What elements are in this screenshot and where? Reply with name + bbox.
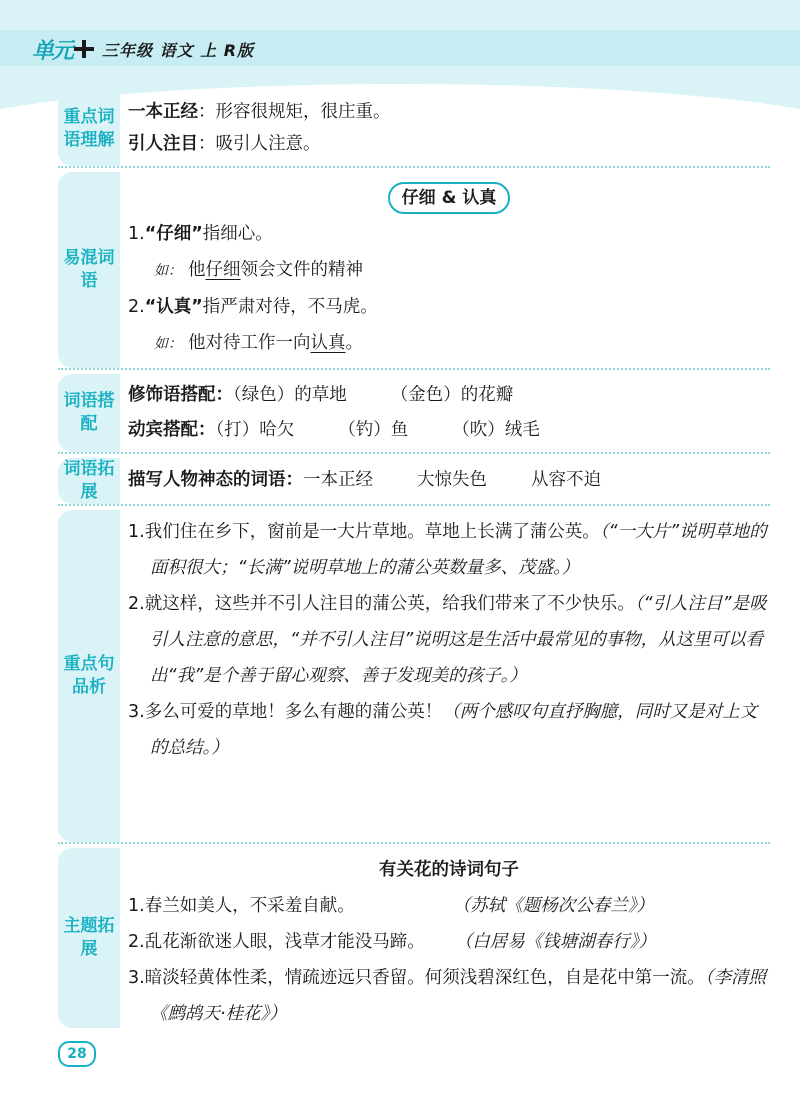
confusable-item: 1.“仔细”指细心。 bbox=[128, 224, 273, 244]
expansion-row: 描写人物神态的词语：一本正经 大惊失色 从容不迫 bbox=[128, 470, 601, 490]
section-theme-expansion bbox=[58, 848, 770, 1028]
sentence-item: 2.就这样，这些并不引人注目的蒲公英，给我们带来了不少快乐。（“引人注目”是吸引人注意的意思，“并不引人注目”说明这是生活中最常见的事物，从这里可以看出“我”是个善于留心观察、善于发现美的孩子。） bbox=[128, 594, 767, 686]
section-key-sentences bbox=[58, 510, 770, 844]
collocation-row: 动宾搭配：（打）哈欠 （钓）鱼 （吹）绒毛 bbox=[128, 420, 540, 440]
section-confusable-words bbox=[58, 172, 770, 370]
section-collocation bbox=[58, 374, 770, 454]
theme-content bbox=[128, 852, 770, 1032]
section-tag: 重点句品析 bbox=[58, 510, 120, 842]
confusable-item: 2.“认真”指严肃对待，不马虎。 bbox=[128, 297, 378, 317]
section-tag: 词语拓展 bbox=[58, 458, 120, 504]
poem-item: 1.春兰如美人，不采羞自献。 （苏轼《题杨次公春兰》） bbox=[128, 896, 654, 916]
section-key-vocabulary bbox=[58, 92, 770, 168]
section-tag: 易混词语 bbox=[58, 172, 120, 368]
sentence-item: 3.多么可爱的草地！多么有趣的蒲公英！（两个感叹句直抒胸臆，同时又是对上文的总结。） bbox=[128, 702, 758, 758]
section-word-expansion bbox=[58, 458, 770, 506]
vocab-item: 一本正经：形容很规矩，很庄重。 bbox=[128, 102, 391, 122]
collocation-row: 修饰语搭配：（绿色）的草地 （金色）的花瓣 bbox=[128, 385, 514, 405]
confusable-title: 仔细 & 认真 bbox=[388, 182, 511, 214]
section-tag: 主题拓展 bbox=[58, 848, 120, 1028]
expansion-content bbox=[128, 464, 770, 496]
section-tag: 词语搭配 bbox=[58, 374, 120, 452]
confusable-example: 如： 他对待工作一向认真。 bbox=[154, 333, 363, 353]
header-subject: 三年级 语文 上 R版 bbox=[102, 40, 255, 60]
page-number: 28 bbox=[58, 1041, 96, 1067]
section-tag: 重点词语理解 bbox=[58, 92, 120, 166]
collocation-content bbox=[128, 378, 770, 448]
plus-icon bbox=[74, 40, 94, 58]
sentence-item: 1.我们住在乡下，窗前是一大片草地。草地上长满了蒲公英。（“一大片”说明草地的面积很大；“长满”说明草地上的蒲公英数量多、茂盛。） bbox=[128, 522, 767, 578]
poem-item: 3.暗淡轻黄体性柔，情疏迹远只香留。何须浅碧深红色，自是花中第一流。（李清照《鹧鸪天·桂花》） bbox=[128, 968, 766, 1024]
confusable-example: 如： 他仔细领会文件的精神 bbox=[154, 260, 363, 280]
poem-item: 2.乱花渐欲迷人眼，浅草才能没马蹄。 （白居易《钱塘湖春行》） bbox=[128, 932, 656, 952]
confusable-title-row bbox=[128, 180, 770, 216]
confusable-content bbox=[128, 180, 770, 362]
sentences-content bbox=[128, 514, 770, 766]
header-brand bbox=[32, 36, 254, 62]
vocab-content bbox=[128, 96, 770, 160]
vocab-item: 引人注目：吸引人注意。 bbox=[128, 134, 321, 154]
theme-title: 有关花的诗词句子 bbox=[379, 860, 519, 880]
brand-logo: 单元 bbox=[32, 38, 73, 64]
